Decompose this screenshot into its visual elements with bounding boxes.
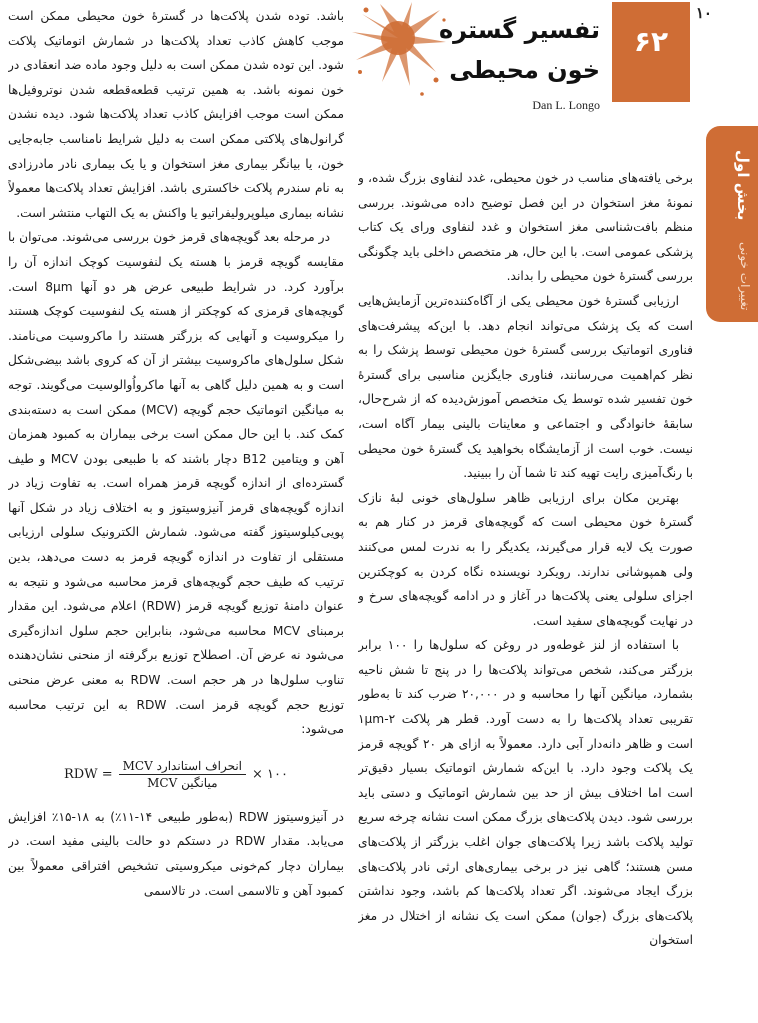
paragraph: در مرحله بعد گویچه‌های قرمز خون بررسی می‌شوند. می‌توان با مقایسه گویچه قرمز با هسته یک لنفوسیت کوچک اندازه آن را برآورد کرد. در شرایط طبیعی عرض هر دو آنها 8μm است. گویچه‌های قرمزی که کوچکتر از هسته یک لنفوسیت کوچک هستند را میکروسیت و آنهایی که بزرگتر هستند را ماکروسیت می‌نامند. شکل سلول‌های ماکروسیت بیشتر از آن که کروی باشد بیضی‌شکل است و به همین دلیل گاهی به آنها ماکرواُوالوسیت می‌گویند. توجه به میانگین اتوماتیک حجم گویچه (MCV) ممکن است به دسته‌بندی کمک کند. با این حال ممکن است برخی بیماران به کمبود همزمان آهن و ویتامین B12 دچار باشند که با طبیعی بودن MCV و طیف گسترده‌ای از اندازه گویچه قرمز همراه است. به تفاوت زیاد در اندازه گویچه‌های قرمز آنیزوسیتوز و به اختلاف زیاد در شکل آنها پویی‌کیلوسیتوز گفته می‌شود. شمارش الکترونیک سلولی ارزیابی مستقلی از تفاوت در اندازه گویچه قرمز به دست می‌دهد، بدین ترتیب که طیف حجم گویچه‌های قرمز محاسبه می‌شود و نتیجه به عنوان دامنهٔ توزیع گویچه قرمز (RDW) اعلام می‌شود. این مقدار برمبنای MCV محاسبه می‌شود، بنابراین حجم سلول اندازه‌گیری می‌شود نه عرض آن. اصطلاح توزیع برگرفته از منحنی نشان‌دهنده تناوب سلول‌ها در هر حجم است. RDW به معنی عرض منحنی توزیع حجم گویچه قرمز است. RDW به این ترتیب محاسبه می‌شود: <box>8 230 344 737</box>
section-subtitle-label: تغییرات خونی <box>738 241 752 311</box>
chapter-author: Dan L. Longo <box>532 98 600 112</box>
section-side-tab <box>706 126 758 322</box>
paragraph: با استفاده از لنز غوطه‌ور در روغن که سلول‌ها را ۱۰۰ برابر بزرگتر می‌کند، شخص می‌تواند پلاکت‌ها را در پنج تا شش ناحیه بشمارد، میانگین آنها را محاسبه و در ۲۰,۰۰۰ ضرب کند تا به‌طور تقریبی تعداد پلاکت‌ها را به دست آورد. قطر هر پلاکت ۲-۱μm است و ظاهر دانه‌دار آبی دارد. معمولاً به ازای هر ۲۰ گویچه قرمز یک پلاکت وجود دارد. با این‌که شمارش اتوماتیک بسیار دقیق‌تر است اما اختلاف بیش از حد بین شمارش اتوماتیک و دستی باید بررسی شود. دیدن پلاکت‌های بزرگ ممکن است نشانه چرخه سریع تولید پلاکت باشد زیرا پلاکت‌های جوان اغلب بزرگتر از پلاکت‌های مسن هستند؛ گاهی نیز در برخی بیماری‌های ارثی نادر پلاکت‌های بزرگ ایجاد می‌شوند. اگر تعداد پلاکت‌ها کم باشد، وجود نداشتن پلاکت‌های بزرگ (جوان) ممکن است یک نشانه از اختلال در مغز استخوان <box>358 638 693 948</box>
chapter-header <box>350 2 690 132</box>
paragraph: بهترین مکان برای ارزیابی ظاهر سلول‌های خونی لبهٔ نازک گسترهٔ خون محیطی است که گویچه‌های قرمز در کنار هم به صورت یک لایه قرار می‌گیرند، یکدیگر را به ندرت لمس می‌کنند ولی همپوشانی ندارند. رویکرد نویسنده نگاه کردن به کوچکترین اجزای سلولی یعنی پلاکت‌ها در آغاز و در ادامه گویچه‌های سرخ و در نهایت گویچه‌های سفید است. <box>358 490 693 628</box>
paragraph: برخی یافته‌های مناسب در خون محیطی، غدد لنفاوی بزرگ شده، و نمونهٔ مغز استخوان در این فصل توضیح داده می‌شوند. بررسی منظم بافت‌شناسی مغز استخوان و غدد لنفاوی ورای یک کتاب پزشکی عمومی است. با این حال، هر متخصص داخلی باید چگونگی بررسی گسترهٔ خون محیطی را بداند. <box>358 171 693 284</box>
chapter-number: ۶۲ <box>612 2 690 102</box>
page-number: ۱۰ <box>695 4 712 22</box>
left-text-column <box>8 4 344 1023</box>
paragraph: در آنیزوسیتوز RDW (به‌طور طبیعی ۱۴-۱۱٪) به ۱۸-۱۵٪ افزایش می‌یابد. مقدار RDW در دستکم دو حالت بالینی مفید است. در بیماران دچار کم‌خونی میکروسیتی تشخیص افتراقی معمولاً بین کمبود آهن و تالاسمی است. در تالاسمی <box>8 809 344 898</box>
chapter-title-line1: تفسیر گستره <box>438 16 600 44</box>
right-text-column <box>358 166 693 1023</box>
chapter-title <box>420 10 600 90</box>
paragraph: ارزیابی گسترهٔ خون محیطی یکی از آگاه‌کننده‌ترین آزمایش‌هایی است که یک پزشک می‌تواند انجام دهد. با این‌که پیشرفت‌های فناوری اتوماتیک بررسی گسترهٔ خون محیطی توسط پزشک را به نظر کم‌اهمیت می‌رسانند، فناوری جایگزین مناسبی برای گسترهٔ خون تفسیر شده توسط یک متخصص آموزش‌دیده که از شرح‌حال، سابقهٔ خانوادگی و اجتماعی و معاینات بالینی بیمار آگاه است، نیست. خوب است از آزمایشگاه بخواهید یک گسترهٔ خون محیطی با رنگ‌آمیزی رایت تهیه کند تا شما آن را ببینید. <box>358 293 693 481</box>
chapter-title-line2: خون محیطی <box>449 56 600 84</box>
formula-multiplier: × ۱۰۰ <box>252 766 288 782</box>
section-part-label: بخش اول <box>734 149 752 221</box>
formula-numerator: انحراف استاندارد MCV <box>119 758 246 775</box>
paragraph: باشد. توده شدن پلاکت‌ها در گسترهٔ خون محیطی ممکن است موجب کاهش کاذب تعداد پلاکت‌ها در شمارش اتوماتیک پلاکت شود. این توده شدن ممکن است به دلیل وجود ماده ضد انعقادی در خون نمونه باشد. به همین ترتیب قطعه‌قطعه شدن نوتروفیل‌ها ممکن است موجب افزایش کاذب تعداد پلاکت‌ها شود. دیده نشدن گرانول‌های پلاکتی ممکن است به دلیل شرایط نامناسب جابه‌جایی خون، یا بیانگر بیماری مغز استخوان و یا یک بیماری نادر مادرزادی به نام سندرم پلاکت خاکستری باشد. افزایش تعداد پلاکت‌ها معمولاً نشانه بیماری میلوپرولیفراتیو یا واکنش به یک التهاب منتشر است. <box>8 9 344 220</box>
rdw-formula <box>8 758 344 791</box>
formula-denominator: میانگین MCV <box>147 775 218 790</box>
formula-lhs: RDW = <box>64 766 113 782</box>
formula-fraction <box>119 758 246 791</box>
